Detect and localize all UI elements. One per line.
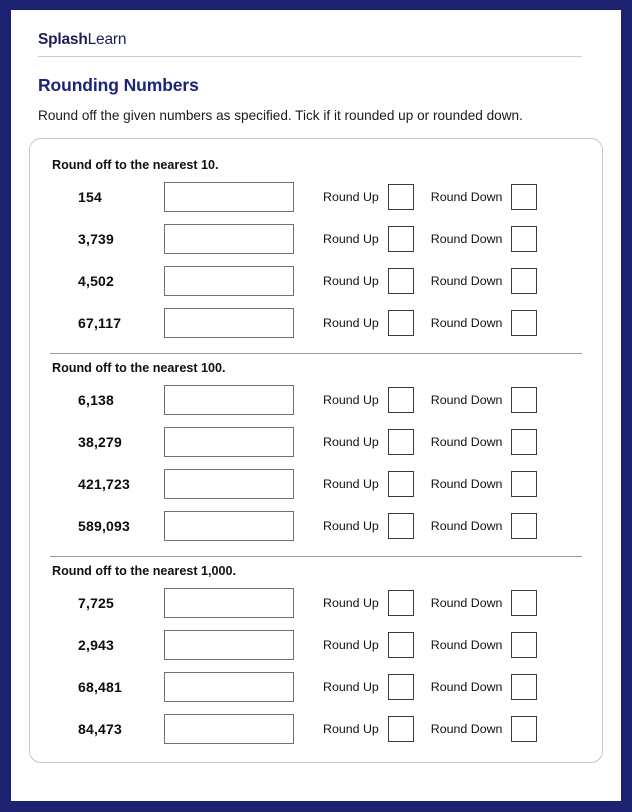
round-up-group: [323, 716, 414, 742]
round-down-group: [431, 184, 538, 210]
round-up-group: [323, 632, 414, 658]
question-row: [44, 624, 588, 666]
round-up-group: [323, 184, 414, 210]
round-down-label: Round Down: [430, 680, 503, 694]
round-down-checkbox[interactable]: [511, 590, 537, 616]
question-row: [44, 176, 588, 218]
question-number-value: 38,279: [78, 434, 123, 450]
round-up-checkbox[interactable]: [388, 674, 414, 700]
question-row: [44, 421, 588, 463]
round-up-group: [323, 429, 414, 455]
round-down-label: Round Down: [430, 435, 503, 449]
round-down-checkbox[interactable]: [511, 429, 537, 455]
page-header: [11, 10, 621, 57]
section-heading: Round off to the nearest 100.: [52, 361, 226, 375]
round-up-group: [323, 471, 414, 497]
round-down-group: [431, 716, 538, 742]
round-down-label: Round Down: [430, 638, 503, 652]
answer-input[interactable]: [164, 469, 294, 499]
round-down-checkbox[interactable]: [511, 268, 537, 294]
answer-input[interactable]: [164, 182, 294, 212]
question-row: [44, 302, 588, 344]
question-number-value: 6,138: [78, 392, 115, 408]
answer-input[interactable]: [164, 588, 294, 618]
logo-light-text: Learn: [87, 31, 127, 48]
question-row: [44, 379, 588, 421]
question-number-value: 421,723: [78, 476, 131, 492]
rounding-section: [44, 353, 588, 547]
round-down-group: [431, 310, 538, 336]
question-number-value: 154: [78, 189, 102, 205]
title-block: [11, 57, 621, 126]
round-down-label: Round Down: [430, 393, 503, 407]
round-down-label: Round Down: [430, 722, 503, 736]
question-row: [44, 463, 588, 505]
round-up-label: Round Up: [323, 477, 379, 491]
round-down-checkbox[interactable]: [511, 184, 537, 210]
answer-input[interactable]: [164, 385, 294, 415]
round-up-group: [323, 674, 414, 700]
round-down-label: Round Down: [430, 316, 503, 330]
question-row: [44, 218, 588, 260]
round-up-checkbox[interactable]: [388, 513, 414, 539]
round-down-group: [431, 387, 538, 413]
round-down-checkbox[interactable]: [511, 716, 537, 742]
question-row: [44, 708, 588, 750]
round-up-label: Round Up: [323, 435, 379, 449]
round-down-label: Round Down: [430, 477, 503, 491]
round-up-label: Round Up: [323, 680, 379, 694]
round-up-checkbox[interactable]: [388, 184, 414, 210]
round-down-label: Round Down: [430, 596, 503, 610]
worksheet-page: [11, 10, 621, 801]
question-number-value: 4,502: [78, 273, 115, 289]
round-down-group: [431, 632, 538, 658]
question-row: [44, 260, 588, 302]
round-up-group: [323, 310, 414, 336]
round-down-group: [431, 226, 538, 252]
rounding-section: [44, 556, 588, 750]
round-down-group: [431, 513, 538, 539]
round-up-label: Round Up: [323, 274, 379, 288]
round-down-group: [431, 268, 538, 294]
section-heading: Round off to the nearest 1,000.: [52, 564, 237, 578]
round-down-group: [431, 429, 538, 455]
splashlearn-logo: [38, 30, 594, 50]
round-down-label: Round Down: [430, 190, 503, 204]
answer-input[interactable]: [164, 427, 294, 457]
round-down-checkbox[interactable]: [511, 513, 537, 539]
answer-input[interactable]: [164, 672, 294, 702]
round-up-group: [323, 226, 414, 252]
question-number-value: 7,725: [78, 595, 115, 611]
logo-bold-text: Splash: [38, 31, 88, 48]
question-number-value: 67,117: [78, 315, 122, 331]
round-down-group: [431, 590, 538, 616]
exercise-panel: [29, 138, 603, 763]
question-number-value: 84,473: [78, 721, 123, 737]
round-up-label: Round Up: [323, 393, 379, 407]
round-down-label: Round Down: [430, 274, 503, 288]
question-row: [44, 582, 588, 624]
question-row: [44, 505, 588, 547]
round-down-group: [431, 471, 538, 497]
answer-input[interactable]: [164, 266, 294, 296]
rounding-section: [44, 151, 588, 344]
round-down-label: Round Down: [430, 519, 503, 533]
question-number-value: 589,093: [78, 518, 131, 534]
round-up-label: Round Up: [323, 596, 379, 610]
round-up-label: Round Up: [323, 316, 379, 330]
question-rows: [44, 582, 588, 750]
question-number-value: 68,481: [78, 679, 123, 695]
round-up-checkbox[interactable]: [388, 268, 414, 294]
round-up-label: Round Up: [323, 232, 379, 246]
round-down-checkbox[interactable]: [511, 632, 537, 658]
question-row: [44, 666, 588, 708]
round-up-group: [323, 513, 414, 539]
round-up-group: [323, 387, 414, 413]
round-up-group: [323, 268, 414, 294]
round-up-label: Round Up: [323, 190, 379, 204]
round-up-checkbox[interactable]: [388, 716, 414, 742]
round-up-checkbox[interactable]: [388, 226, 414, 252]
round-up-checkbox[interactable]: [388, 310, 414, 336]
answer-input[interactable]: [164, 224, 294, 254]
question-number-value: 3,739: [78, 231, 115, 247]
round-down-checkbox[interactable]: [511, 471, 537, 497]
section-heading: Round off to the nearest 10.: [52, 158, 219, 172]
round-up-group: [323, 590, 414, 616]
round-up-checkbox[interactable]: [388, 387, 414, 413]
round-up-checkbox[interactable]: [388, 632, 414, 658]
question-rows: [44, 176, 588, 344]
instructions-text: Round off the given numbers as specified. Tick if it rounded up or rounded down.: [38, 108, 523, 123]
round-down-checkbox[interactable]: [511, 387, 537, 413]
answer-input[interactable]: [164, 511, 294, 541]
round-up-checkbox[interactable]: [388, 590, 414, 616]
round-down-checkbox[interactable]: [511, 310, 537, 336]
answer-input[interactable]: [164, 308, 294, 338]
question-number-value: 2,943: [78, 637, 115, 653]
round-up-label: Round Up: [323, 638, 379, 652]
round-up-checkbox[interactable]: [388, 471, 414, 497]
round-down-label: Round Down: [430, 232, 503, 246]
question-rows: [44, 379, 588, 547]
answer-input[interactable]: [164, 714, 294, 744]
round-down-checkbox[interactable]: [511, 226, 537, 252]
answer-input[interactable]: [164, 630, 294, 660]
round-up-label: Round Up: [323, 722, 379, 736]
round-down-checkbox[interactable]: [511, 674, 537, 700]
round-up-label: Round Up: [323, 519, 379, 533]
page-title: Rounding Numbers: [38, 75, 199, 95]
round-up-checkbox[interactable]: [388, 429, 414, 455]
round-down-group: [431, 674, 538, 700]
